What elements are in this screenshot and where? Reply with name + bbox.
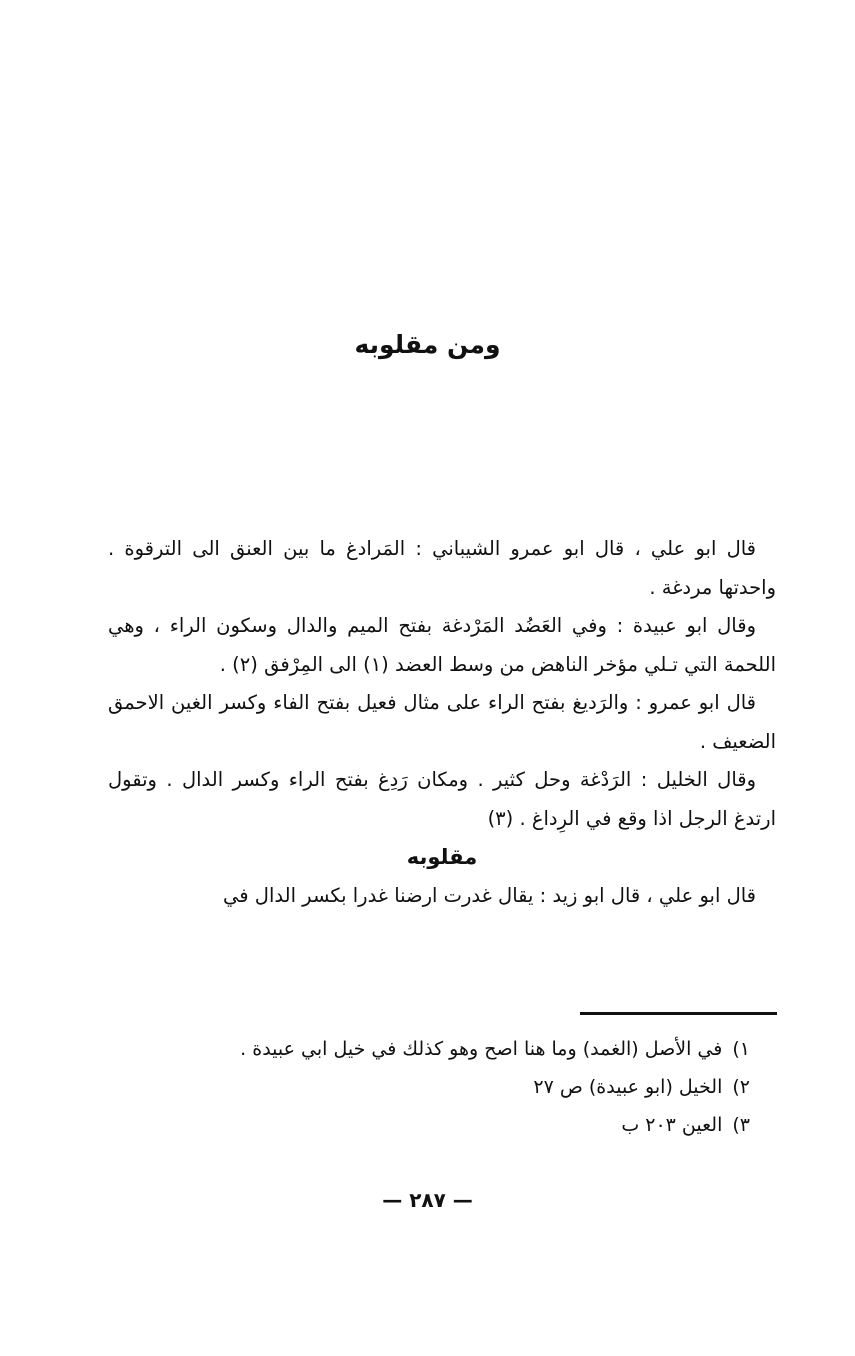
paragraph: قال ابو عمرو : والرَديغ بفتح الراء على مثال فعيل بفتح الفاء وكسر الغين الاحمق الضعيف .: [108, 691, 776, 753]
page-number: — ٢٨٧ —: [382, 1188, 473, 1212]
footnote: [108, 1068, 750, 1106]
footnote-text: الخيل (ابو عبيدة) ص ٢٧: [533, 1076, 723, 1098]
paragraph: قال ابو علي ، قال ابو زيد : يقال غدرت ارضنا غدرا بكسر الدال في: [223, 883, 756, 907]
subheading: مقلوبه: [406, 845, 478, 869]
footnote-divider: [580, 1012, 777, 1015]
paragraph: وقال الخليل : الرَدْغة وحل كثير . ومكان رَدِغ بفتح الراء وكسر الدال . وتقول ارتدغ الرجل اذا وقع في الرِداغ . (٣): [108, 768, 776, 830]
footnotes: [108, 1030, 750, 1144]
footnote: [108, 1106, 750, 1144]
main-text: [108, 530, 776, 915]
footnote-number: ١): [732, 1038, 750, 1060]
paragraph: قال ابو علي ، قال ابو عمرو الشيباني : المَرادغ ما بين العنق الى الترقوة . واحدتها مردغة .: [108, 537, 776, 599]
footnote-number: ٢): [732, 1076, 750, 1098]
footnote-text: في الأصل (الغمد) وما هنا اصح وهو كذلك في خيل ابي عبيدة .: [240, 1038, 723, 1060]
section-title: ومن مقلوبه: [354, 330, 501, 359]
footnote-text: العين ٢٠٣ ب: [621, 1114, 723, 1136]
footnote: [108, 1030, 750, 1068]
footnote-number: ٣): [732, 1114, 750, 1136]
paragraph: وقال ابو عبيدة : وفي العَضُد المَرْدغة بفتح الميم والدال وسكون الراء ، وهي اللحمة التي تـلي مؤخر الناهض من وسط العضد (١) الى المِرْفق (٢) .: [108, 614, 776, 676]
